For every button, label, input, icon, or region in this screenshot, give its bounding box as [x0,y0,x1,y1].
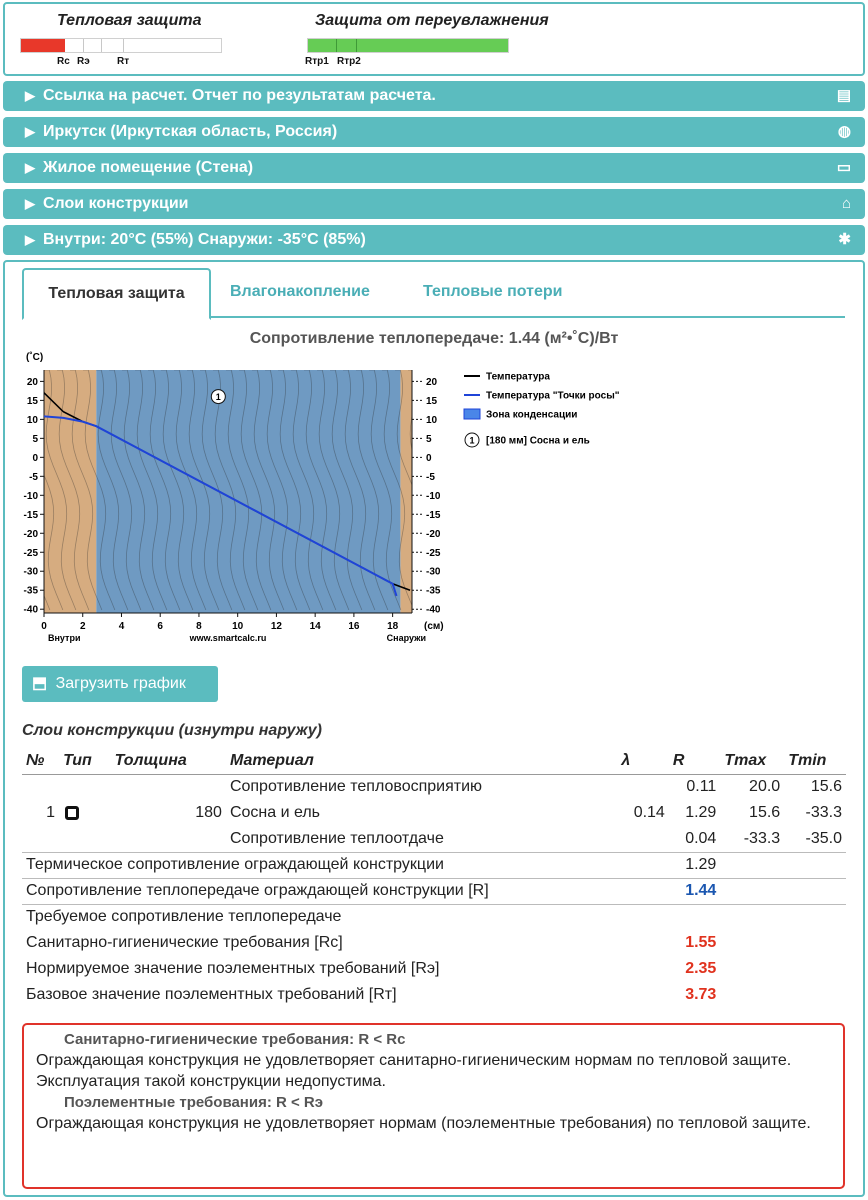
summary-row [22,982,846,1008]
x-unit-label: (см) [424,621,444,632]
required-label: Требуемое сопротивление теплопередаче [22,904,846,930]
accordion-room[interactable] [3,153,865,183]
x-tick-label: 8 [196,621,202,632]
legend-label: Температура "Точки росы" [486,390,620,402]
legend-label: Температура [486,371,550,383]
accordion-location[interactable] [3,117,865,147]
y-tick-label: 20 [26,376,38,388]
y-tick-label-right: -25 [426,547,441,559]
grain-line [460,370,492,610]
caret-right-icon: ▶ [25,160,35,175]
warning-text-element: Ограждающая конструкция не удовлетворяет нормам (поэлементные требования) по тепловой защите. [36,1115,811,1132]
indicators-panel [3,2,865,76]
grain-line [551,370,583,610]
table-row [22,774,846,800]
zone-bands [44,370,412,613]
row-num: 1 [46,804,56,821]
sanitary-value: 1.55 [685,934,717,951]
x-tick-label: 6 [157,621,163,632]
y-tick-label: -5 [29,471,38,483]
col-thickness: Толщина [111,748,226,774]
tab-moisture[interactable]: Влагонакопление [230,283,370,300]
x-tick-label: 2 [79,621,86,632]
y-tick-label-right: -30 [426,566,441,578]
y-tick-label: 10 [26,414,38,426]
caret-right-icon: ▶ [25,124,35,139]
tab-bar [22,268,845,318]
legend-condensation-swatch [464,409,480,419]
legend-layer-marker-label: 1 [469,435,475,446]
y-tick-label: -35 [23,585,38,597]
warning-text-operation: Эксплуатация такой конструкции недопустима. [36,1073,386,1090]
tab-heat-loss[interactable]: Тепловые потери [423,283,563,300]
grain-line [0,370,24,610]
tick-mark [356,39,357,52]
tick-mark [101,39,102,52]
x-tick-label: 18 [387,621,399,632]
y-tick-label: -30 [23,566,38,578]
y-tick-label: 5 [32,433,38,445]
col-tmax: Tmax [720,748,784,774]
row-thickness [111,826,226,852]
legend-label: [180 мм] Сосна и ель [486,435,590,447]
row-type [59,826,111,852]
heat-transfer-label: Сопротивление теплопередаче ограждающей конструкции [R] [22,878,669,904]
download-chart-label: Загрузить график [55,675,186,692]
accordion-room-label: Жилое помещение (Стена) [43,159,254,176]
row-type [59,800,111,826]
tab-thermal[interactable]: Тепловая защита [22,268,211,320]
x-tick-label: 16 [348,621,360,632]
tick-mark [123,39,124,52]
accordion-layers-label: Слои конструкции [43,195,189,212]
y-tick-label-right: 5 [426,433,432,445]
y-unit-label: (˚C) [26,352,44,363]
y-tick-label-right: 20 [426,376,438,388]
row-lambda [617,774,669,800]
thermal-indicator-bar [20,38,222,53]
accordion-climate-label: Внутри: 20°C (55%) Снаружи: -35°C (85%) [43,231,366,248]
col-r: R [669,748,721,774]
row-tmax: 20.0 [749,778,781,796]
row-tmin: 15.6 [810,778,842,796]
norm-value: 2.35 [685,960,717,977]
grain-line [0,370,11,610]
tick-label-rtr1: Rтр1 [305,56,329,67]
y-tick-label-right: -40 [426,604,441,616]
thermal-indicator-fill [21,39,65,52]
caret-right-icon: ▶ [25,232,35,247]
col-type: Тип [59,748,111,774]
layer-marker-label: 1 [215,392,221,403]
warning-text-sanitary: Ограждающая конструкция не удовлетворяет санитарно-гигиеническим нормам по тепловой защите. [36,1052,792,1069]
row-lambda [617,826,669,852]
x-caption-inside: Внутри [48,633,81,643]
row-r: 0.04 [685,829,717,847]
row-tmin: -35.0 [805,829,842,847]
sanitary-label: Санитарно-гигиенические требования [Rc] [26,934,343,951]
heat-transfer-value: 1.44 [669,878,721,904]
accordion-climate[interactable] [3,225,865,255]
grain-line [512,370,544,610]
row-num [22,826,59,852]
row-tmax: 15.6 [749,804,781,821]
row-material: Сопротивление теплоотдаче [229,829,444,847]
grain-line [486,370,518,610]
globe-icon: ◍ [837,123,851,140]
y-tick-label: 0 [32,452,38,464]
chart-title: Сопротивление теплопередаче: 1.44 (м²•˚C)/Вт [249,330,619,347]
snowflake-icon: ✱ [838,231,851,248]
grain-line [538,370,570,610]
summary-row [22,930,846,956]
row-thickness [111,774,226,800]
home-icon: ⌂ [841,195,851,212]
tick-label-re: Rэ [77,56,90,67]
tick-mark [336,39,337,52]
save-icon: ⬒ [32,675,48,692]
y-tick-label-right: 0 [426,452,432,464]
row-type [59,774,111,800]
table-row [22,826,846,852]
summary-row [22,956,846,982]
row-material: Сопротивление тепловосприятию [229,778,483,796]
tick-label-rc: Rc [57,56,70,67]
row-tmax: -33.3 [743,829,781,847]
moisture-indicator-title: Защита от переувлажнения [315,12,549,29]
row-r: 1.29 [685,804,717,821]
warning-heading-element: Поэлементные требования: R < Rэ [64,1094,324,1111]
tick-label-rtr2: Rтр2 [337,56,361,67]
row-material: Сосна и ель [229,804,320,821]
chart-legend [464,372,620,448]
x-tick-label: 14 [309,621,321,632]
y-tick-label-right: -10 [426,490,441,502]
legend-label: Зона конденсации [486,409,578,421]
col-material: Материал [226,748,617,774]
table-row [22,800,846,826]
y-tick-label: -10 [23,490,38,502]
summary-row [22,904,846,930]
y-tick-label-right: 10 [426,414,438,426]
grain-line [525,370,557,610]
row-thickness: 180 [195,804,222,821]
x-tick-label: 12 [270,621,282,632]
row-r: 0.11 [686,778,717,796]
y-tick-label: -25 [23,547,38,559]
y-tick-label-right: -15 [426,509,441,521]
grain-line [447,370,479,610]
y-tick-label: 15 [26,395,38,407]
x-caption-site: www.smartcalc.ru [189,633,267,643]
accordion-report[interactable] [3,81,865,111]
download-chart-button[interactable] [22,666,218,702]
row-lambda: 0.14 [633,804,665,821]
y-tick-label-right: -20 [426,528,441,540]
caret-right-icon: ▶ [25,196,35,211]
report-icon: ▤ [836,87,851,104]
base-value: 3.73 [685,986,717,1003]
wood-zone-band [400,370,412,613]
base-label: Базовое значение поэлементных требований [Rт] [26,986,397,1003]
accordion-location-label: Иркутск (Иркутская область, Россия) [43,123,338,140]
moisture-indicator-bar [307,38,509,53]
bed-icon: ▭ [836,159,851,176]
layers-title: Слои конструкции (изнутри наружу) [22,722,322,739]
x-tick-label: 4 [118,621,125,632]
layers-table [22,748,846,1008]
thermal-indicator-title: Тепловая защита [57,12,202,29]
col-tmin: Tmin [784,748,846,774]
table-header [22,748,846,774]
grain-line [499,370,531,610]
row-num [22,774,59,800]
y-tick-label-right: -35 [426,585,441,597]
summary-row [22,852,846,878]
accordion-layers[interactable] [3,189,865,219]
row-tmin: -33.3 [805,804,842,821]
temperature-chart [0,348,868,648]
x-tick-label: 0 [41,621,47,632]
y-tick-label-right: 15 [426,395,438,407]
warning-box [22,1023,845,1189]
col-num: № [22,748,59,774]
tick-mark [83,39,84,52]
norm-label: Нормируемое значение поэлементных требований [Rэ] [26,960,440,977]
layer-marker [211,390,225,404]
grain-line [473,370,505,610]
caret-right-icon: ▶ [25,88,35,103]
col-lambda: λ [617,748,669,774]
warning-heading-sanitary: Санитарно-гигиенические требования: R < Rc [64,1031,406,1048]
y-tick-label: -20 [23,528,38,540]
thermal-resistance-label: Термическое сопротивление ограждающей конструкции [22,852,669,878]
x-caption-outside: Снаружи [386,633,426,643]
thermal-resistance-value: 1.29 [669,852,721,878]
layer-type-icon[interactable] [65,806,79,820]
tick-label-rt: Rт [117,56,130,67]
condensation-zone-band [96,370,400,613]
y-tick-label: -40 [23,604,38,616]
y-tick-label: -15 [23,509,38,521]
summary-row [22,878,846,904]
x-tick-label: 10 [232,621,244,632]
moisture-indicator-fill [308,39,508,52]
y-tick-label-right: -5 [426,471,435,483]
accordion-report-label: Ссылка на расчет. Отчет по результатам расчета. [43,87,436,104]
